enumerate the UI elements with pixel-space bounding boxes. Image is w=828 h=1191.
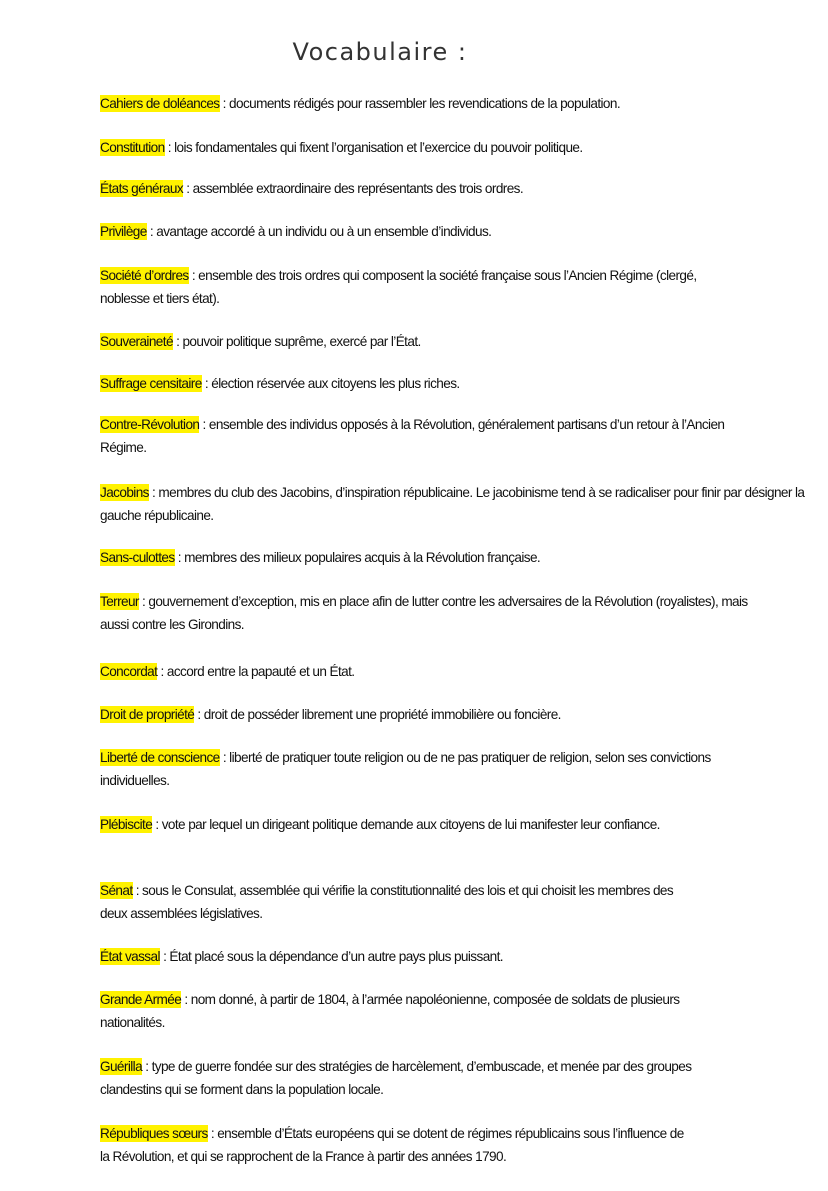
vocab-term: Constitution	[100, 140, 165, 155]
vocab-definition: : accord entre la papauté et un État.	[157, 664, 355, 679]
vocab-term: Concordat	[100, 664, 158, 679]
vocab-definition: : ensemble des trois ordres qui composent la société française sous l’Ancien Régime (clergé, noblesse et tiers état).	[100, 268, 697, 306]
vocab-definition: : membres des milieux populaires acquis à la Révolution française.	[174, 550, 541, 565]
vocab-term: Guérilla	[100, 1059, 143, 1074]
vocab-term: États généraux	[100, 181, 184, 196]
vocab-entry-etat-vassal	[100, 945, 800, 968]
vocab-definition: : sous le Consulat, assemblée qui vérifie la constitutionnalité des lois et qui choisit les membres des deux assemblées législatives.	[100, 883, 674, 921]
vocab-definition: : membres du club des Jacobins, d’inspiration républicaine. Le jacobinisme tend à se radicaliser pour finir par désigner la gauche républicaine.	[100, 485, 805, 523]
vocab-entry-liberte-de-conscience	[100, 746, 720, 792]
vocab-term: Sénat	[100, 883, 133, 898]
vocab-entry-suffrage-censitaire	[100, 372, 800, 395]
vocab-entry-sans-culottes	[100, 546, 800, 569]
vocab-definition: : nom donné, à partir de 1804, à l’armée napoléonienne, composée de soldats de plusieurs nationalités.	[100, 992, 680, 1030]
vocab-definition: : pouvoir politique suprême, exercé par l’État.	[172, 334, 421, 349]
vocab-term: Terreur	[100, 594, 139, 609]
vocab-term: État vassal	[100, 949, 160, 964]
vocab-entry-societe-d-ordres	[100, 264, 740, 310]
vocab-term: Jacobins	[100, 485, 149, 500]
vocab-entry-concordat	[100, 660, 800, 683]
vocab-entry-guerilla	[100, 1055, 725, 1101]
vocab-definition: : droit de posséder librement une propriété immobilière ou foncière.	[194, 707, 561, 722]
vocab-definition: : type de guerre fondée sur des stratégies de harcèlement, d’embuscade, et menée par des groupes clandestins qui se forment dans la population locale.	[100, 1059, 692, 1097]
vocab-entry-terreur	[100, 590, 755, 636]
vocab-definition: : documents rédigés pour rassembler les revendications de la population.	[219, 96, 621, 111]
vocab-entry-senat	[100, 879, 690, 925]
vocab-definition: : ensemble des individus opposés à la Révolution, généralement partisans d’un retour à l’Ancien Régime.	[100, 417, 725, 455]
vocab-definition: : assemblée extraordinaire des représentants des trois ordres.	[183, 181, 524, 196]
vocab-definition: : ensemble d’États européens qui se dotent de régimes républicains sous l’influence de la Révolution, et qui se rapprochent de la France à partir des années 1790.	[100, 1126, 684, 1164]
vocab-term: Cahiers de doléances	[100, 96, 220, 111]
vocab-term: Plébiscite	[100, 817, 153, 832]
vocab-term: Grande Armée	[100, 992, 182, 1007]
vocab-entry-plebiscite	[100, 813, 700, 836]
vocab-entry-contre-revolution	[100, 413, 770, 459]
vocab-definition: : gouvernement d’exception, mis en place afin de lutter contre les adversaires de la Révolution (royalistes), mais aussi contre les Girondins.	[100, 594, 748, 632]
vocab-term: Suffrage censitaire	[100, 376, 202, 391]
vocab-definition: : État placé sous la dépendance d’un autre pays plus puissant.	[159, 949, 503, 964]
vocab-term: Société d’ordres	[100, 268, 189, 283]
vocab-definition: : liberté de pratiquer toute religion ou de ne pas pratiquer de religion, selon ses convictions individuelles.	[100, 750, 711, 788]
vocab-term: Privilège	[100, 224, 147, 239]
vocab-definition: : élection réservée aux citoyens les plus riches.	[201, 376, 460, 391]
vocab-term: Souveraineté	[100, 334, 173, 349]
vocab-entry-privilege	[100, 220, 800, 243]
vocab-definition: : vote par lequel un dirigeant politique demande aux citoyens de lui manifester leur confiance.	[152, 817, 660, 832]
vocab-entry-etats-generaux	[100, 177, 800, 200]
vocab-entry-grande-armee	[100, 988, 700, 1034]
vocab-definition: : lois fondamentales qui fixent l’organisation et l’exercice du pouvoir politique.	[164, 140, 583, 155]
vocab-entry-souverainete	[100, 330, 800, 353]
page-title: Vocabulaire :	[292, 38, 468, 66]
vocab-term: Droit de propriété	[100, 707, 195, 722]
vocab-definition: : avantage accordé à un individu ou à un ensemble d’individus.	[146, 224, 492, 239]
vocab-term: Républiques sœurs	[100, 1126, 208, 1141]
vocab-entry-droit-de-propriete	[100, 703, 800, 726]
vocab-term: Sans-culottes	[100, 550, 175, 565]
vocab-term: Liberté de conscience	[100, 750, 220, 765]
vocab-entry-constitution	[100, 136, 800, 159]
vocab-entry-jacobins	[100, 481, 805, 527]
vocab-term: Contre-Révolution	[100, 417, 200, 432]
vocab-entry-republiques-soeurs	[100, 1122, 685, 1168]
vocab-entry-cahiers-de-doleances	[100, 92, 800, 115]
